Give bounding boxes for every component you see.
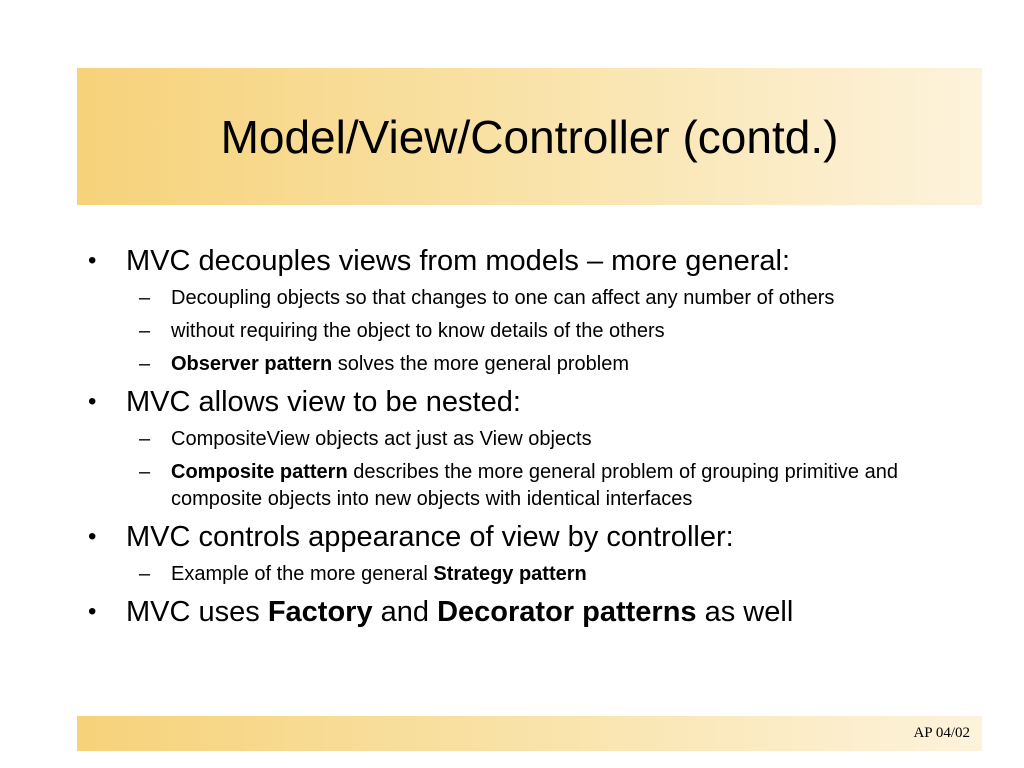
bullet-icon: • xyxy=(88,247,97,274)
bullet-icon: • xyxy=(88,388,97,415)
bullet-item xyxy=(84,243,964,279)
pattern-name: Strategy pattern xyxy=(433,563,587,585)
sub-bullet-text: solves the more general problem xyxy=(332,353,629,375)
sub-bullet-item xyxy=(84,285,964,312)
bullet-text: MVC decouples views from models – more general: xyxy=(126,245,791,277)
bullet-text: MVC controls appearance of view by controller: xyxy=(126,521,734,553)
sub-bullet-item xyxy=(84,351,964,378)
bullet-text: MVC allows view to be nested: xyxy=(126,386,521,418)
pattern-name: Factory xyxy=(267,596,373,628)
sub-bullet-item xyxy=(84,459,964,513)
sub-bullet-item xyxy=(84,318,964,345)
bullet-item xyxy=(84,384,964,420)
bullet-text: MVC uses xyxy=(126,596,268,628)
bullet-text: as well xyxy=(696,596,794,628)
sub-bullet-item xyxy=(84,561,964,588)
bullet-item xyxy=(84,594,964,630)
footer-label: AP 04/02 xyxy=(913,725,970,741)
sub-bullet-text: Example of the more general xyxy=(171,563,434,585)
dash-icon: – xyxy=(139,563,151,585)
slide-content xyxy=(84,243,964,636)
pattern-name: Composite pattern xyxy=(171,461,348,483)
dash-icon: – xyxy=(139,461,151,483)
sub-bullet-text: CompositeView objects act just as View objects xyxy=(171,428,592,450)
sub-bullet-text: describes the more general problem of grouping primitive and composite objects into new objects with identical interfaces xyxy=(171,461,898,510)
bullet-icon: • xyxy=(88,598,97,625)
bullet-icon: • xyxy=(88,523,97,550)
sub-bullet-item xyxy=(84,426,964,453)
dash-icon: – xyxy=(139,428,151,450)
footer-band xyxy=(77,716,982,751)
sub-bullet-text: Decoupling objects so that changes to one can affect any number of others xyxy=(171,287,835,309)
slide-title: Model/View/Controller (contd.) xyxy=(220,110,839,163)
sub-bullet-text: without requiring the object to know details of the others xyxy=(171,320,665,342)
pattern-name: Decorator patterns xyxy=(437,596,697,628)
bullet-text: and xyxy=(372,596,438,628)
dash-icon: – xyxy=(139,320,151,342)
bullet-item xyxy=(84,519,964,555)
title-band xyxy=(77,68,982,205)
pattern-name: Observer pattern xyxy=(171,353,333,375)
dash-icon: – xyxy=(139,353,151,375)
dash-icon: – xyxy=(139,287,151,309)
